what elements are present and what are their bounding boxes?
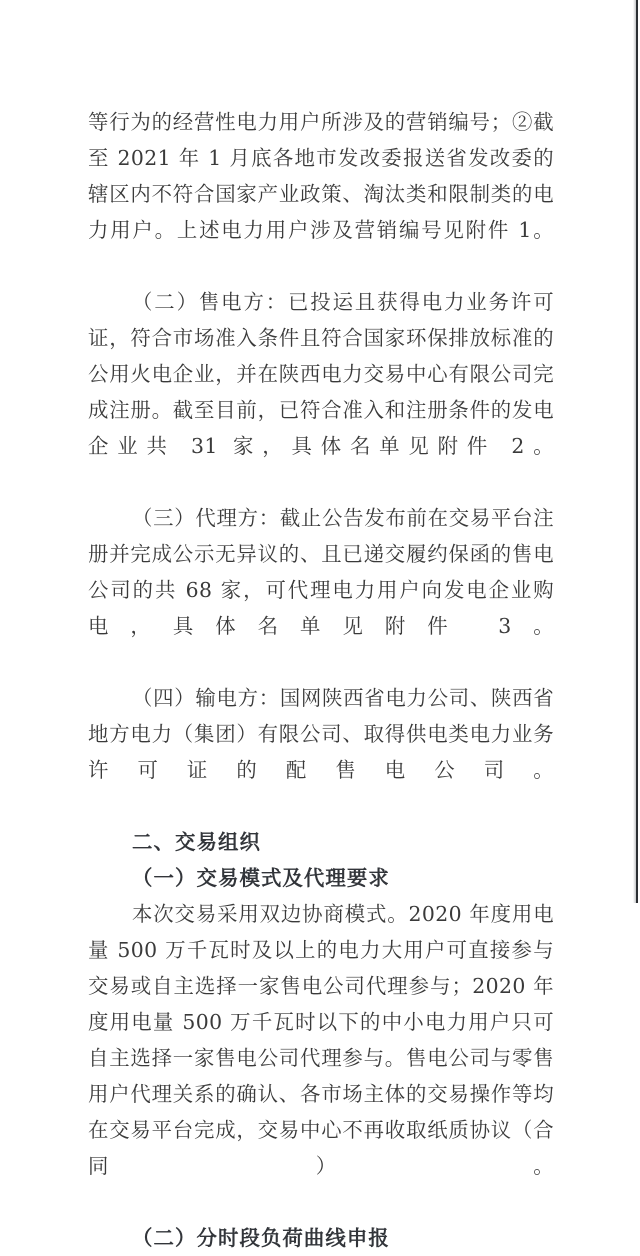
heading-subsection-2-load-curve-declaration: （二）分时段负荷曲线申报 (132, 1226, 390, 1250)
heading-subsection-1-trading-mode: （一）交易模式及代理要求 (132, 866, 390, 890)
paragraph-item-4-transmission: （四）输电方：国网陕西省电力公司、陕西省地方电力（集团）有限公司、取得供电类电力业务许可证的配售电公司。 (88, 686, 554, 782)
paragraph-item-2-seller: （二）售电方：已投运且获得电力业务许可证，符合市场准入条件且符合国家环保排放标准的公用火电企业，并在陕西电力交易中心有限公司完成注册。截至目前，已符合准入和注册条件的发电企业共 31 家，具体名单见附件 2。 (88, 290, 554, 458)
paragraph-continuation: 等行为的经营性电力用户所涉及的营销编号；②截至 2021 年 1 月底各地市发改委报送省发改委的辖区内不符合国家产业政策、淘汰类和限制类的电力用户。上述电力用户涉及营销编号见附件 1。 (88, 110, 554, 242)
scan-edge-line (636, 0, 638, 903)
heading-section-2-trading-organization: 二、交易组织 (132, 830, 261, 854)
paragraph-item-3-agent: （三）代理方：截止公告发布前在交易平台注册并完成公示无异议的、且已递交履约保函的售电公司的共 68 家，可代理电力用户向发电企业购电，具体名单见附件 3。 (88, 506, 554, 638)
paragraph-trading-mode-body: 本次交易采用双边协商模式。2020 年度用电量 500 万千瓦时及以上的电力大用户可直接参与交易或自主选择一家售电公司代理参与；2020 年度用电量 500 万千瓦时以下的中小电力用户只可自主选择一家售电公司代理参与。售电公司与零售用户代理关系的确认、各市场主体的交易操作等均在交易平台完成，交易中心不再收取纸质协议（合同）。 (88, 902, 554, 1178)
document-text-body (88, 104, 554, 1256)
